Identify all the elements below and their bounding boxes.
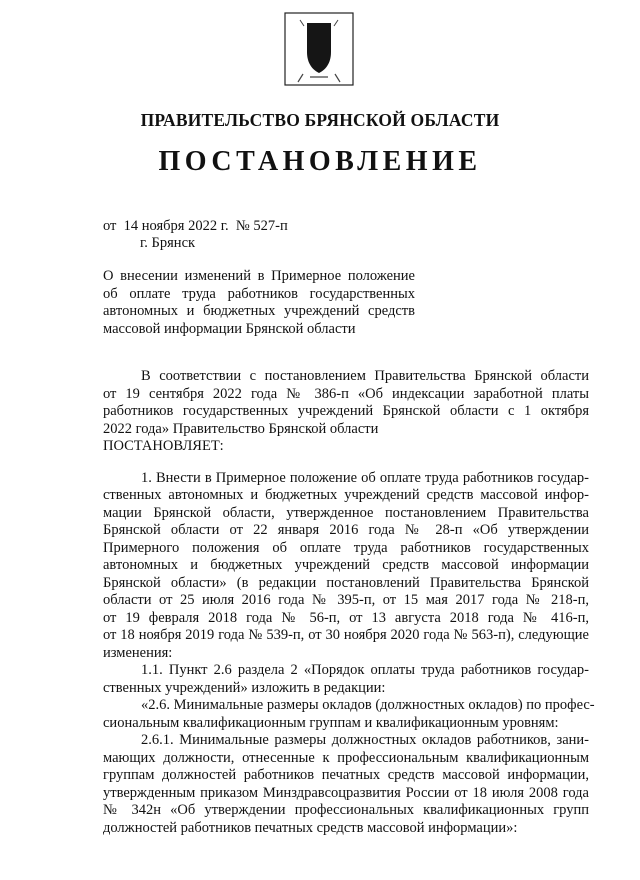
preamble-line: В соответствии с постановлением Правительства Брянской области <box>141 368 589 384</box>
preamble-line: 2022 года» Правительство Брянской области <box>103 420 379 437</box>
item-1-line: Примерного положения об оплате труда работников государственных <box>103 539 589 556</box>
item-1-line: мации Брянской области, утвержденное постановлением Правительства <box>103 504 589 521</box>
document-body <box>103 368 595 837</box>
item-2-6-line: «2.6. Минимальные размеры окладов (должностных окладов) по профес- <box>141 697 595 713</box>
item-2-6-1-line: утвержденным приказом Минздравсоцразвития России от 18 июля 2008 года <box>103 784 589 801</box>
item-1-line: Брянской области от 22 января 2016 года № 28-п «Об утверждении <box>103 522 589 538</box>
subject-line: об оплате труда работников государственных <box>103 285 415 302</box>
subject-line: массовой информации Брянской области <box>103 320 356 337</box>
document-type-title: ПОСТАНОВЛЕНИЕ <box>158 146 482 177</box>
organization-title: ПРАВИТЕЛЬСТВО БРЯНСКОЙ ОБЛАСТИ <box>140 110 500 130</box>
item-2-6-1-line: должностей работников печатных средств массовой информации»: <box>103 819 518 836</box>
subject-line: автономных и бюджетных учреждений средств <box>103 303 415 319</box>
document-subject <box>103 268 415 338</box>
item-2-6-1-line: мающих должности, отнесенные к профессиональным квалификационным <box>103 749 589 766</box>
item-1-line: от 19 февраля 2018 года № 56-п, от 13 августа 2018 года № 416-п, <box>103 609 589 626</box>
item-2-6-1-line: № 342н «Об утверждении профессиональных квалификационных групп <box>103 802 589 818</box>
item-2-6-1-line: группам должностей работников печатных средств массовой информации, <box>103 767 589 783</box>
date-number-line: от 14 ноября 2022 г. № 527-п <box>103 218 288 234</box>
coat-of-arms-icon <box>284 12 354 86</box>
item-1-line: ственных автономных и бюджетных учреждений средств массовой инфор- <box>103 487 589 503</box>
item-1-line: от 18 ноября 2019 года № 539-п, от 30 ноября 2020 года № 563-п), следующие <box>103 627 589 643</box>
item-1-1-line: ственных учреждений» изложить в редакции: <box>103 679 386 696</box>
item-1-line: области от 25 июля 2016 года № 395-п, от 15 мая 2017 года № 218-п, <box>103 592 589 608</box>
item-1-1-line: 1.1. Пункт 2.6 раздела 2 «Порядок оплаты труда работников государ- <box>141 662 589 678</box>
item-1-line: автономных и бюджетных учреждений средств массовой информации <box>103 557 589 573</box>
item-1-line: изменения: <box>103 644 173 661</box>
item-1-line: 1. Внести в Примерное положение об оплате труда работников государ- <box>141 469 589 486</box>
subject-line: О внесении изменений в Примерное положение <box>103 268 415 284</box>
city-line: г. Брянск <box>140 235 196 251</box>
preamble-line: от 19 сентября 2022 года № 386-п «Об индексации заработной платы <box>103 385 589 402</box>
item-2-6-1-line: 2.6.1. Минимальные размеры должностных окладов работников, зани- <box>141 732 589 748</box>
item-2-6-line: сиональным квалификационным группам и квалификационным уровням: <box>103 714 559 731</box>
item-1-line: Брянской области» (в редакции постановлений Правительства Брянской <box>103 574 589 591</box>
preamble-line: работников государственных учреждений Брянской области с 1 октября <box>103 403 589 419</box>
resolves-line: ПОСТАНОВЛЯЕТ: <box>103 438 224 454</box>
